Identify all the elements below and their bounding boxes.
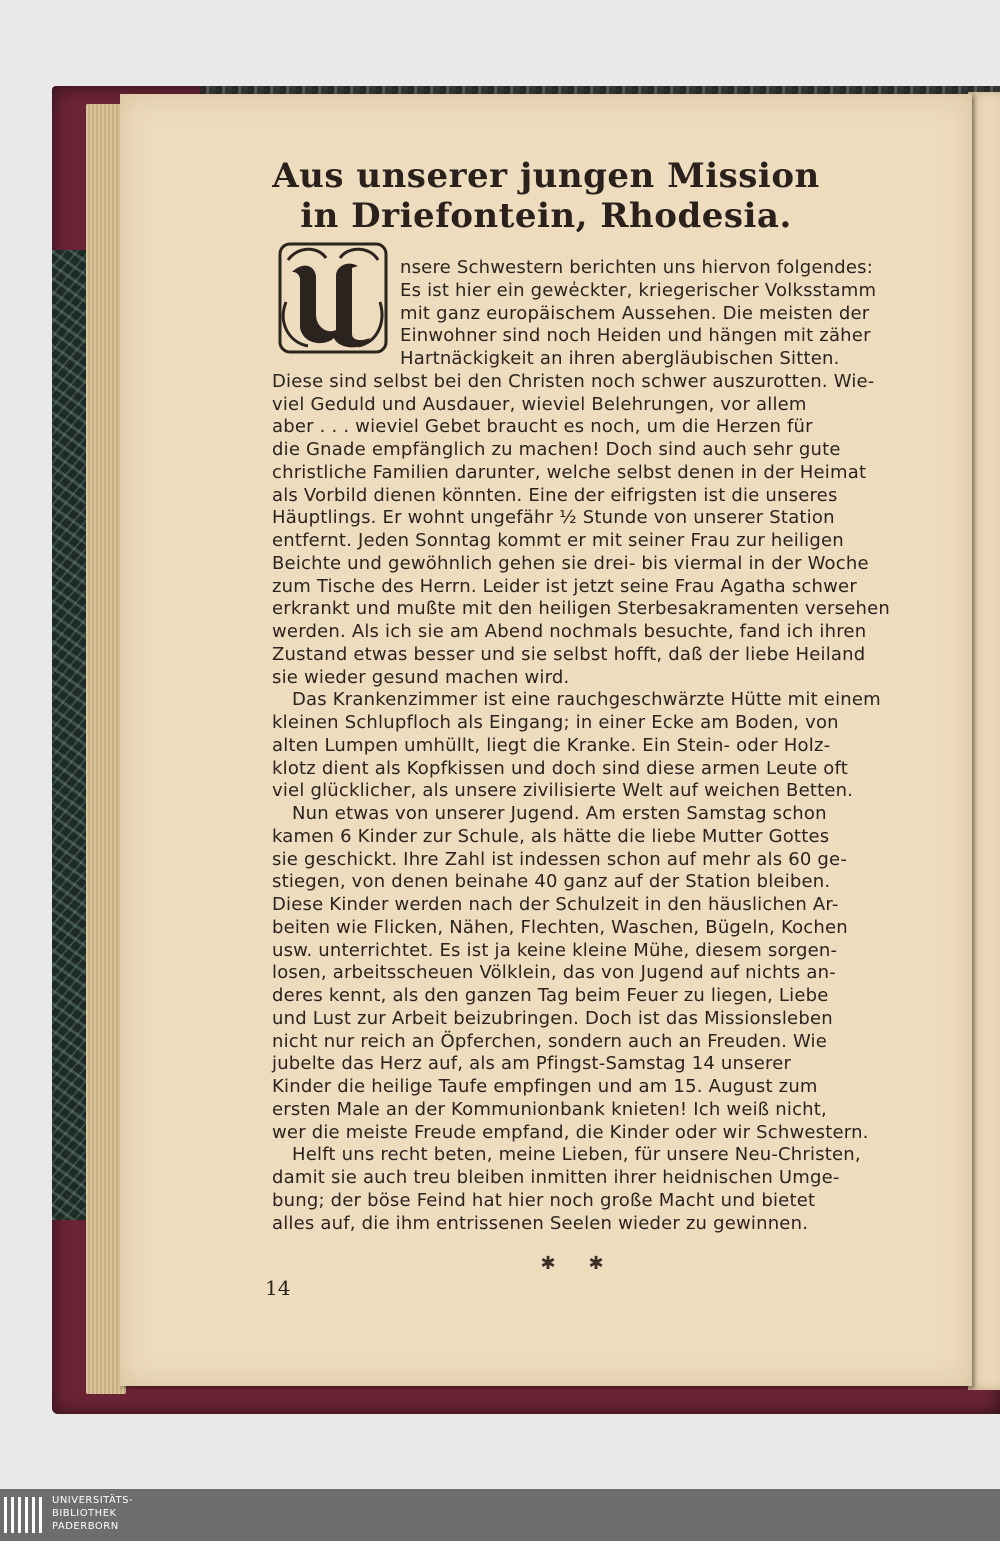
- page-number: 14: [265, 1276, 291, 1300]
- text-line: usw. unterrichtet. Es ist ja keine kleine Mühe, diesem sorgen-: [272, 939, 838, 961]
- text-line: stiegen, von denen beinahe 40 ganz auf der Station bleiben.: [272, 871, 831, 893]
- asterism-ornament-right: ✱: [588, 1253, 604, 1274]
- text-line: viel Geduld und Ausdauer, wieviel Belehrungen, vor allem: [272, 393, 807, 415]
- text-line: Nun etwas von unserer Jugend. Am ersten Samstag schon: [292, 803, 827, 824]
- text-line: deres kennt, als den ganzen Tag beim Feuer zu liegen, Liebe: [272, 985, 829, 1006]
- text-line: Es ist hier ein gewe̍ckter, kriegerischer Volksstamm: [400, 279, 877, 301]
- marbled-binding: [52, 250, 88, 1220]
- text-line: entfernt. Jeden Sonntag kommt er mit seiner Frau zur heiligen: [272, 530, 844, 551]
- text-line: Einwohner sind noch Heiden und hängen mit zäher: [400, 325, 871, 347]
- text-line: Das Krankenzimmer ist eine rauchgeschwärzte Hütte mit einem: [292, 689, 881, 711]
- text-line: kleinen Schlupfloch als Eingang; in einer Ecke am Boden, von: [272, 712, 839, 733]
- text-line: nsere Schwestern berichten uns hiervon folgendes:: [400, 257, 873, 278]
- initial-letter: U: [333, 322, 334, 323]
- text-line: Diese sind selbst bei den Christen noch schwer auszurotten. Wie-: [272, 370, 875, 392]
- text-line: ersten Male an der Kommunionbank knieten! Ich weiß nicht,: [272, 1098, 827, 1120]
- facing-page-edge: [968, 92, 1000, 1390]
- text-line: Kinder die heilige Taufe empfingen und am 15. August zum: [272, 1076, 818, 1097]
- library-name-line-3: PADERBORN: [52, 1521, 119, 1532]
- article-title-line-2: in Driefontein, Rhodesia.: [300, 196, 792, 236]
- library-name-line-1: UNIVERSITÄTS-: [52, 1495, 134, 1506]
- text-line: bung; der böse Feind hat hier noch große Macht und bietet: [272, 1189, 816, 1211]
- text-line: alles auf, die ihm entrissenen Seelen wieder zu gewinnen.: [272, 1212, 809, 1234]
- text-line: Zustand etwas besser und sie selbst hofft, daß der liebe Heiland: [272, 643, 866, 665]
- text-line: als Vorbild dienen könnten. Eine der eifrigsten ist die unseres: [272, 484, 838, 506]
- text-line: aber . . . wieviel Gebet braucht es noch, um die Herzen für: [272, 416, 813, 438]
- text-line: die Gnade empfänglich zu machen! Doch sind auch sehr gute: [272, 439, 841, 460]
- text-line: Beichte und gewöhnlich gehen sie drei- bis viermal in der Woche: [272, 552, 869, 574]
- text-line: christliche Familien darunter, welche selbst denen in der Heimat: [272, 461, 867, 483]
- text-line: kamen 6 Kinder zur Schule, als hätte die liebe Mutter Gottes: [272, 825, 830, 847]
- text-line: nicht nur reich an Öpferchen, sondern auch an Freuden. Wie: [272, 1030, 828, 1052]
- text-line: jubelte das Herz auf, als am Pfingst-Samstag 14 unserer: [272, 1053, 792, 1075]
- text-line: damit sie auch treu bleiben inmitten ihrer heidnischen Umge-: [272, 1167, 840, 1188]
- text-line: werden. Als ich sie am Abend nochmals besuchte, fand ich ihren: [272, 621, 867, 642]
- library-footer: [0, 1489, 1000, 1541]
- article-title-line-1: Aus unserer jungen Mission: [272, 156, 820, 196]
- text-line: losen, arbeitsscheuen Völklein, das von Jugend auf nichts an-: [272, 962, 836, 984]
- text-line: alten Lumpen umhüllt, liegt die Kranke. Ein Stein- oder Holz-: [272, 734, 831, 756]
- text-line: Häuptlings. Er wohnt ungefähr ½ Stunde von unserer Station: [272, 507, 835, 529]
- text-line: sie wieder gesund machen wird.: [272, 666, 570, 688]
- text-line: klotz dient als Kopfkissen und doch sind diese armen Leute oft: [272, 757, 848, 779]
- decorated-initial-u: [278, 242, 388, 354]
- text-line: und Lust zur Arbeit beizubringen. Doch ist das Missionsleben: [272, 1007, 833, 1029]
- text-line: Diese Kinder werden nach der Schulzeit in den häuslichen Ar-: [272, 894, 839, 915]
- library-name: [52, 1494, 133, 1533]
- text-line: erkrankt und mußte mit den heiligen Sterbesakramenten versehen: [272, 598, 890, 620]
- text-line: wer die meiste Freude empfand, die Kinder oder wir Schwestern.: [272, 1121, 869, 1143]
- text-line: Helft uns recht beten, meine Lieben, für unsere Neu-Christen,: [292, 1144, 861, 1166]
- asterism-ornament-left: ✱: [540, 1253, 556, 1274]
- text-line: beiten wie Flicken, Nähen, Flechten, Waschen, Bügeln, Kochen: [272, 916, 848, 938]
- text-line: viel glücklicher, als unsere zivilisierte Welt auf weichen Betten.: [272, 780, 854, 802]
- text-line: zum Tische des Herrn. Leider ist jetzt seine Frau Agatha schwer: [272, 575, 857, 597]
- text-line: Hartnäckigkeit an ihren abergläubischen Sitten.: [400, 348, 840, 369]
- library-name-line-2: BIBLIOTHEK: [52, 1508, 117, 1519]
- library-logo-icon: [4, 1497, 44, 1533]
- text-line: mit ganz europäischem Aussehen. Die meisten der: [400, 302, 870, 324]
- text-line: sie geschickt. Ihre Zahl ist indessen schon auf mehr als 60 ge-: [272, 848, 848, 870]
